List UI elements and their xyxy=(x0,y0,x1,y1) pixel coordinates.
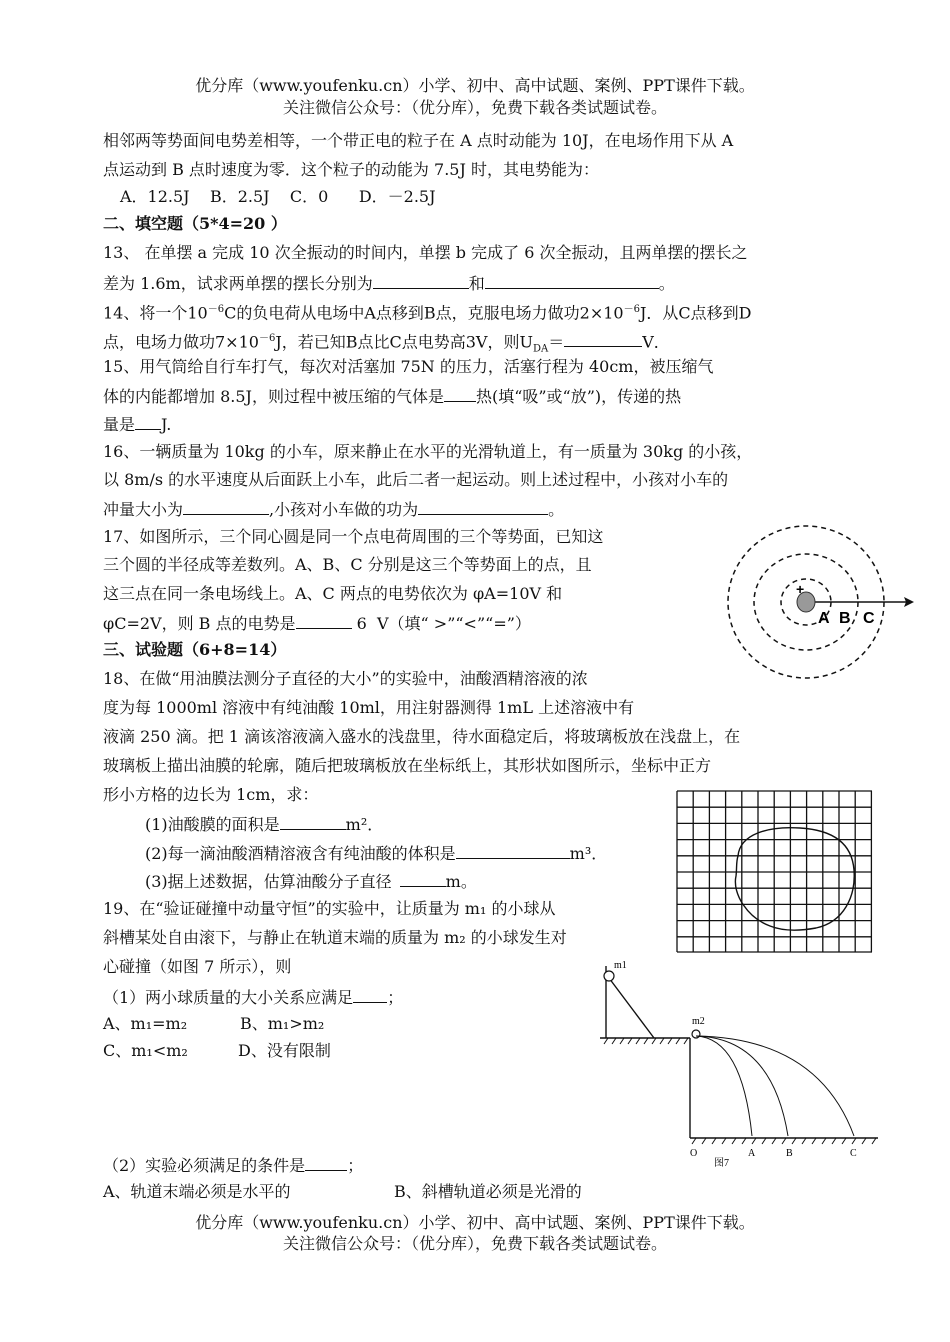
label-a: A xyxy=(818,610,830,627)
q16-text-a: 冲量大小为 xyxy=(103,500,184,519)
label-b-point: B xyxy=(786,1148,793,1159)
q18-sub-3-text: (3)据上述数据，估算油酸分子直径 xyxy=(145,872,392,891)
q18-blank-2[interactable] xyxy=(456,842,570,859)
q13-line-1: 13、 在单摆 a 完成 10 次全振动的时间内，单摆 b 完成了 6 次全振动，且两单摆的摆长之 xyxy=(103,243,748,262)
q19-part-1-text: （1）两小球质量的大小关系应满足 xyxy=(103,988,354,1007)
q17-text-b: 6 V（填“ >”“<”“=”） xyxy=(351,614,531,633)
q18-blank-3[interactable] xyxy=(400,870,446,887)
q16-line-3 xyxy=(103,498,564,520)
q14-text-e: J，若已知B点比C点电势高3V，则U xyxy=(275,332,533,352)
incline-slope xyxy=(606,974,654,1038)
q17-text-a: φC=2V，则 B 点的电势是 xyxy=(103,614,296,633)
footer-line-1: 优分库（www.youfenku.cn）小学、初中、高中试题、案例、PPT课件下载。 xyxy=(195,1213,755,1232)
q14-line-1 xyxy=(103,300,752,323)
label-m1: m1 xyxy=(614,960,627,971)
q17-line-3: 这三点在同一条电场线上。A、C 两点的电势依次为 φA=10V 和 xyxy=(103,584,563,603)
q19-part-2-end: ； xyxy=(347,1156,364,1175)
collision-apparatus-figure xyxy=(592,956,882,1170)
q19-part-2-text: （2）实验必须满足的条件是 xyxy=(103,1156,306,1175)
q16-blank-2[interactable] xyxy=(418,498,548,515)
q19-opt-a: A、m₁=m₂ xyxy=(103,1014,188,1033)
q12-line-2: 点运动到 B 点时速度为零．这个粒子的动能为 7.5J 时，其电势能为： xyxy=(103,160,599,179)
oil-film-outline xyxy=(735,828,854,930)
trajectory-a xyxy=(696,1036,752,1136)
q17-line-1: 17、如图所示，三个同心圆是同一个点电荷周围的三个等势面，已知这 xyxy=(103,527,604,546)
track-hatch xyxy=(604,1038,688,1044)
equipotential-figure xyxy=(722,522,918,684)
q17-line-4 xyxy=(103,612,531,634)
q18-sub-2 xyxy=(145,842,607,864)
label-a-point: A xyxy=(748,1148,756,1159)
q14-text-f: ＝ xyxy=(548,332,565,352)
q14-sup-1: －6 xyxy=(207,304,225,315)
q18-sub-1-unit: m²． xyxy=(345,815,384,834)
q13-line-2a: 差为 1.6m，试求两单摆的摆长分别为 xyxy=(103,274,373,293)
q18-blank-1[interactable] xyxy=(280,813,346,830)
label-c: C xyxy=(863,610,875,627)
q19-line-2: 斜槽某处自由滚下，与静止在轨道末端的质量为 m₂ 的小球发生对 xyxy=(103,928,567,947)
section-3-title: 三、试验题（6+8=14） xyxy=(103,640,287,659)
q14-sub-da: DA xyxy=(532,343,549,355)
header-line-1: 优分库（www.youfenku.cn）小学、初中、高中试题、案例、PPT课件下载。 xyxy=(195,76,755,95)
section-2-title: 二、填空题（5*4=20 ） xyxy=(103,214,287,233)
q19-blank-1[interactable] xyxy=(353,986,387,1003)
oil-film-grid-figure xyxy=(676,790,874,954)
q18-line-3: 液滴 250 滴。把 1 滴该溶液滴入盛水的浅盘里，待水面稳定后，将玻璃板放在浅盘上，在 xyxy=(103,727,741,746)
footer-line-2: 关注微信公众号：（优分库），免费下载各类试题试卷。 xyxy=(282,1234,667,1253)
q14-sup-3: －6 xyxy=(258,333,276,344)
q18-line-4: 玻璃板上描出油膜的轮廓，随后把玻璃板放在坐标纸上，其形状如图所示，坐标中正方 xyxy=(103,756,712,775)
q13-line-2b: 和 xyxy=(468,274,485,293)
q14-text-g: V． xyxy=(642,332,670,352)
q15-line-3 xyxy=(103,413,171,435)
q14-sup-2: －6 xyxy=(623,304,640,315)
q18-sub-1-text: (1)油酸膜的面积是 xyxy=(145,815,280,834)
q15-blank-2[interactable] xyxy=(135,413,161,430)
q16-line-2: 以 8m/s 的水平速度从后面跃上小车，此后二者一起运动。则上述过程中，小孩对小车的 xyxy=(103,470,729,489)
q19-opt-d: D、没有限制 xyxy=(238,1041,331,1060)
q15-text-a: 体的内能都增加 8.5J，则过程中被压缩的气体是 xyxy=(103,387,444,406)
q16-blank-1[interactable] xyxy=(183,498,269,515)
q18-sub-1 xyxy=(145,813,383,835)
label-c-point: C xyxy=(850,1148,857,1159)
ball-m1 xyxy=(604,971,614,981)
q13-line-2 xyxy=(103,272,675,294)
q19-opt-a2: A、轨道末端必须是水平的 xyxy=(103,1182,291,1201)
q12-line-1: 相邻两等势面间电势差相等，一个带正电的粒子在 A 点时动能为 10J，在电场作用下从 A xyxy=(103,131,734,150)
trajectory-c xyxy=(696,1036,854,1136)
q19-opt-b: B、m₁>m₂ xyxy=(240,1014,325,1033)
q14-text-d: 点，电场力做功7×10 xyxy=(103,332,259,352)
q12-options: A．12.5J B．2.5J C．0 D．－2.5J xyxy=(120,187,436,206)
q18-line-5: 形小方格的边长为 1cm，求： xyxy=(103,785,319,804)
q17-line-2: 三个圆的半径成等差数列。A、B、C 分别是这三个等势面上的点，且 xyxy=(103,555,592,574)
q16-text-b: ,小孩对小车做的功为 xyxy=(269,500,419,519)
q18-sub-3 xyxy=(145,870,477,892)
q19-line-3: 心碰撞（如图 7 所示），则 xyxy=(103,957,292,976)
q15-text-b: 热(填“吸”或“放”)，传递的热 xyxy=(475,387,682,406)
q14-text-b: C的负电荷从电场中A点移到B点，克服电场力做功2×10 xyxy=(224,303,624,323)
q19-blank-2[interactable] xyxy=(305,1154,347,1171)
q19-opt-b2: B、斜槽轨道必须是光滑的 xyxy=(394,1182,582,1201)
q15-line-2 xyxy=(103,385,681,407)
q19-opt-c: C、m₁<m₂ xyxy=(103,1041,188,1060)
q18-line-2: 度为每 1000ml 溶液中有纯油酸 10ml，用注射器测得 1mL 上述溶液中有 xyxy=(103,698,635,717)
charge-sign: + xyxy=(796,581,805,597)
q13-blank-2[interactable] xyxy=(485,272,659,289)
q18-sub-2-text: (2)每一滴油酸酒精溶液含有纯油酸的体积是 xyxy=(145,844,456,863)
q17-blank[interactable] xyxy=(296,612,352,629)
q14-text-c: J．从C点移到D xyxy=(640,303,752,323)
q15-line-1: 15、用气筒给自行车打气，每次对活塞加 75N 的压力，活塞行程为 40cm，被压缩气 xyxy=(103,357,714,376)
q16-line-1: 16、一辆质量为 10kg 的小车，原来静止在水平的光滑轨道上，有一质量为 30kg 的小孩， xyxy=(103,442,753,461)
ball-m2 xyxy=(692,1030,700,1038)
q15-text-d: J. xyxy=(161,415,172,434)
label-m2: m2 xyxy=(692,1016,705,1027)
q13-blank-1[interactable] xyxy=(373,272,469,289)
q19-part-1-end: ； xyxy=(387,988,404,1007)
q19-part-1 xyxy=(103,986,403,1008)
header-line-2: 关注微信公众号：（优分库），免费下载各类试题试卷。 xyxy=(282,98,667,117)
q19-line-1: 19、在“验证碰撞中动量守恒”的实验中，让质量为 m₁ 的小球从 xyxy=(103,899,556,918)
label-b: B xyxy=(839,610,851,627)
label-o: O xyxy=(690,1148,698,1159)
q14-text-a: 14、将一个10 xyxy=(103,303,208,323)
figure-caption: 图7 xyxy=(714,1158,729,1169)
q19-part-2 xyxy=(103,1154,363,1176)
q13-line-2c: 。 xyxy=(658,274,675,293)
q18-line-1: 18、在做“用油膜法测分子直径的大小”的实验中，油酸酒精溶液的浓 xyxy=(103,669,588,688)
q16-text-c: 。 xyxy=(548,500,565,519)
q18-sub-3-unit: m。 xyxy=(445,872,477,891)
q18-sub-2-unit: m³． xyxy=(569,844,608,863)
q15-text-c: 量是 xyxy=(103,415,136,434)
q15-blank-1[interactable] xyxy=(444,385,476,402)
q14-blank[interactable] xyxy=(564,330,642,347)
ground-hatch xyxy=(692,1138,876,1144)
q14-line-2 xyxy=(103,329,670,360)
